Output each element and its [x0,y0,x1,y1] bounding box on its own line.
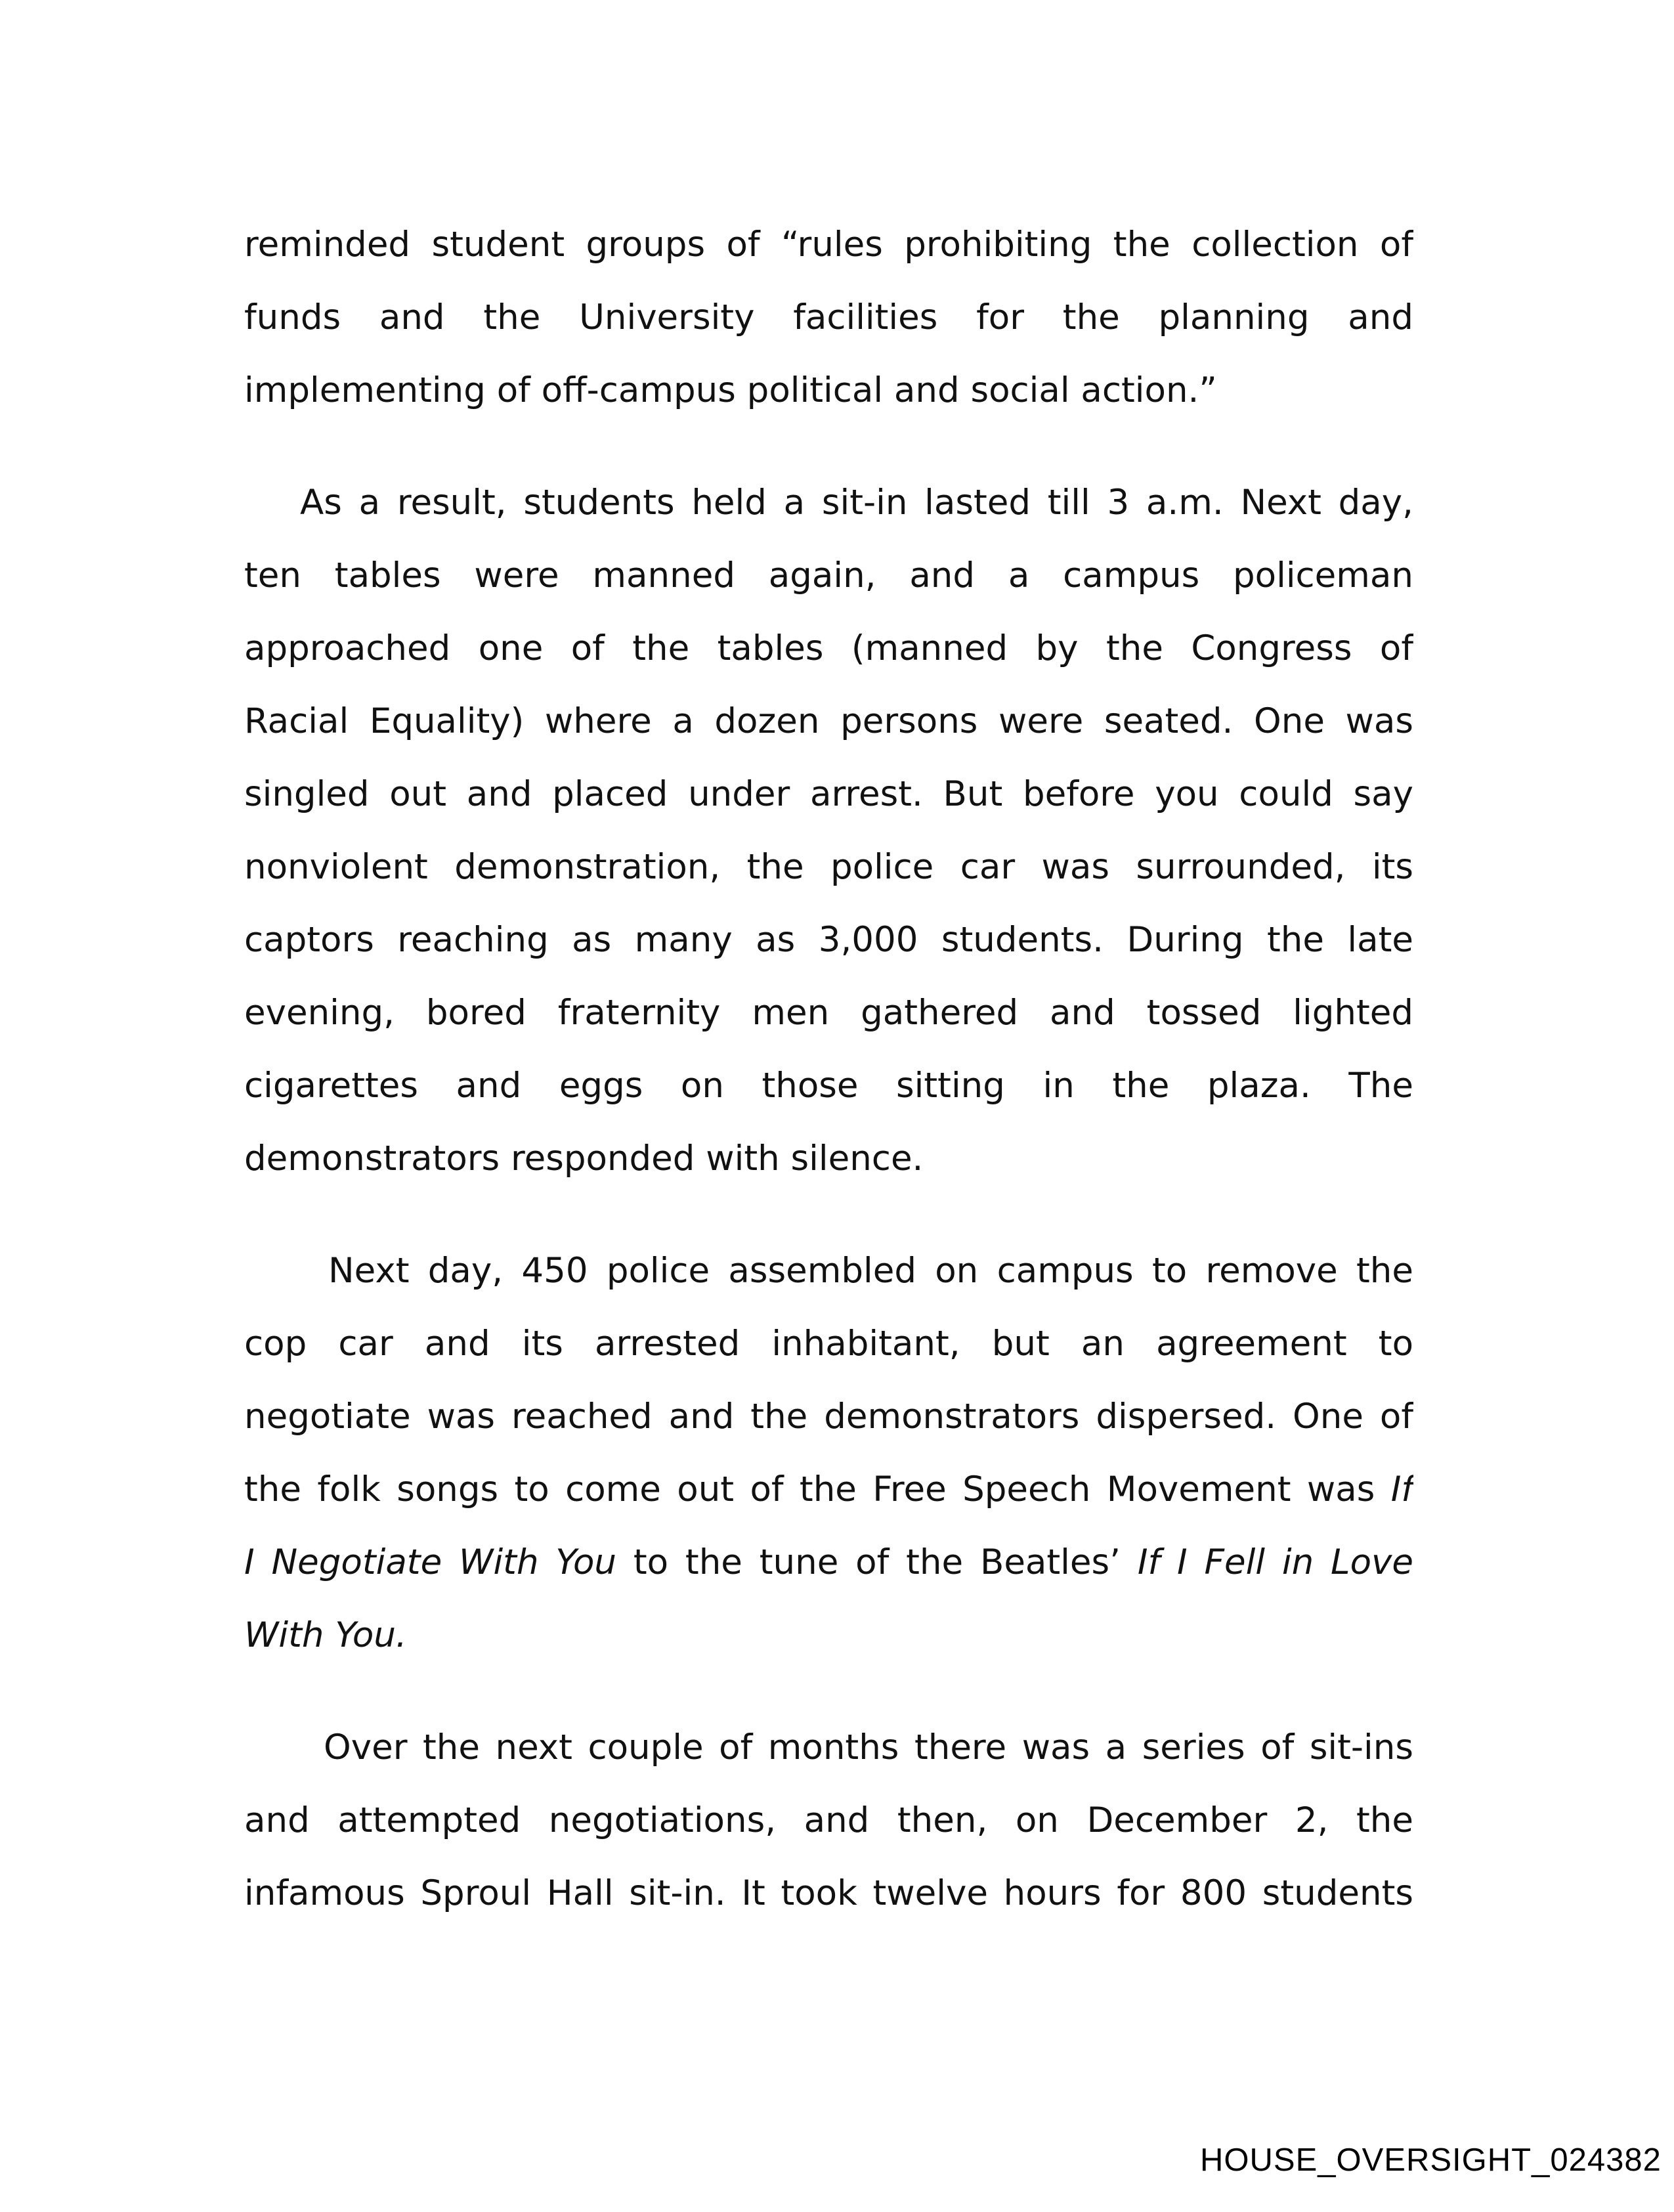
italic-title-text: I Negotiate With You [244,1542,616,1582]
text-segment: to the tune of the Beatles’ [616,1542,1138,1582]
text-segment: captors reaching as many as 3,000 students. During the late [244,920,1413,960]
bates-footer: HOUSE_OVERSIGHT_024382 [1200,2142,1662,2178]
text-line [244,1599,1413,1672]
text-segment: demonstrators responded with silence. [244,1139,924,1179]
text-segment: reminded student groups of “rules prohibiting the collection of [244,225,1413,265]
paragraph [244,466,1413,1195]
text-segment: ten tables were manned again, and a campus policeman [244,555,1413,596]
text-segment: implementing of off-campus political and social action.” [244,370,1217,410]
text-line [244,685,1413,758]
text-line [244,466,1413,539]
text-segment: approached one of the tables (manned by the Congress of [244,628,1413,668]
text-line [244,1857,1413,1930]
text-line [244,1307,1413,1380]
text-segment: Over the next couple of months there was a series of sit-ins [324,1727,1413,1767]
text-segment: and attempted negotiations, and then, on December 2, the [244,1800,1413,1840]
text-line [244,758,1413,831]
italic-title-text: If I Fell in Love [1137,1542,1413,1582]
text-segment: As a result, students held a sit-in lasted till 3 a.m. Next day, [300,483,1413,523]
text-segment: cop car and its arrested inhabitant, but an agreement to [244,1324,1413,1364]
paragraph [244,1711,1413,1930]
text-segment: Next day, 450 police assembled on campus to remove the [328,1251,1413,1291]
text-segment: Racial Equality) where a dozen persons were seated. One was [244,701,1413,741]
text-line [244,1711,1413,1784]
text-segment: funds and the University facilities for the planning and [244,297,1413,337]
text-line [244,903,1413,976]
text-segment: singled out and placed under arrest. But before you could say [244,774,1413,814]
text-line [244,1453,1413,1526]
italic-title-text: If [1390,1469,1413,1509]
text-segment: nonviolent demonstration, the police car was surrounded, its [244,847,1413,887]
text-segment: evening, bored fraternity men gathered and tossed lighted [244,993,1413,1033]
text-line [244,1122,1413,1195]
text-line [244,1234,1413,1307]
text-segment: infamous Sproul Hall sit-in. It took twelve hours for 800 students [244,1873,1413,1913]
text-line [244,208,1413,281]
document-body [244,208,1413,1969]
text-segment: cigarettes and eggs on those sitting in the plaza. The [244,1066,1413,1106]
text-line [244,831,1413,903]
text-line [244,1049,1413,1122]
paragraph [244,208,1413,427]
text-segment: the folk songs to come out of the Free Speech Movement was [244,1469,1391,1509]
text-line [244,281,1413,354]
italic-title-text: With You. [244,1615,407,1655]
text-segment: negotiate was reached and the demonstrators dispersed. One of [244,1397,1413,1437]
text-line [244,612,1413,685]
text-line [244,1380,1413,1453]
text-line [244,354,1413,427]
text-line [244,539,1413,612]
text-line [244,976,1413,1049]
text-line [244,1526,1413,1599]
paragraph [244,1234,1413,1672]
text-line [244,1784,1413,1857]
